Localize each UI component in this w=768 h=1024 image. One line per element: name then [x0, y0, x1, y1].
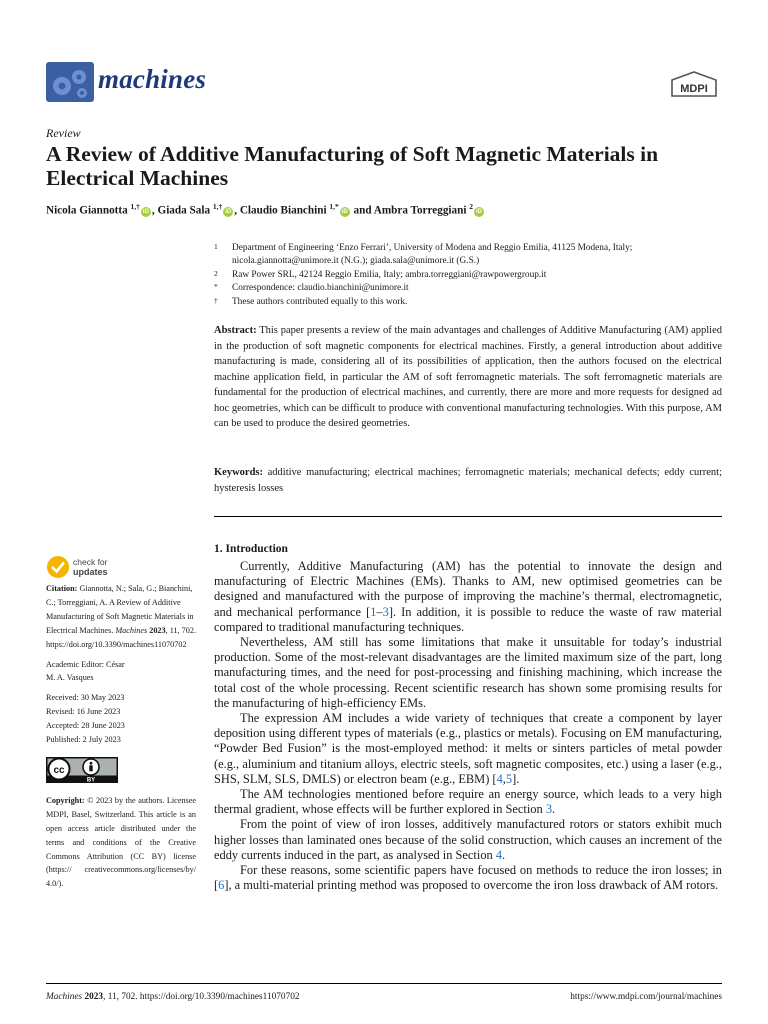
affiliation-text: These authors contributed equally to this work. — [232, 296, 408, 307]
reference-link[interactable]: 1 — [370, 604, 377, 619]
keywords-label: Keywords: — [214, 467, 263, 478]
paragraph: The expression AM includes a wide variety of techniques that create a component by layer deposition using different types of materials (e.g., plastics or metals). Focusing on EM manufacturing, “Powder Bed Fusion” is the most-employed method: it melts or sinters particles of metal powder (e.g., aluminium and titanium alloys, electric steels, soft magnetic composites, etc.) using a laser (e.g., SHS, SLM, SLS, DMLS) or electron beam (e.g., EBM) [4,5]. — [214, 711, 722, 786]
section-heading: 1. Introduction — [214, 543, 288, 555]
paragraph: Nevertheless, AM still has some limitations that make it unsuitable for today’s industrial production. Some of the most-relevant disadvantages are the limited maximum size of the part, long manufacturing times, and the need for post-processing and finishing machining, which increase the total cost of the whole processing. Recent scientific research has shown some promising results for the manufacturing of high-efficiency EMs. — [214, 635, 722, 710]
reference-link[interactable]: 4 — [495, 847, 503, 862]
author-list: Nicola Giannotta $^{1,\dagger}$iD , Giada Sala $^{1,\dagger}$iD , Claudio Bianchini $^{1,*}$iD and Ambra Torreggiani $^2$iD — [46, 202, 483, 217]
reference-link[interactable]: 6 — [218, 878, 225, 893]
check-for-updates-icon — [47, 556, 69, 578]
author-affiliation-mark: 1,† — [130, 202, 140, 211]
reference-link[interactable]: 3 — [545, 802, 553, 817]
reference-link[interactable]: 5 — [505, 771, 513, 786]
journal-name[interactable]: machines — [98, 64, 207, 94]
abstract-text: This paper presents a review of the main advantages and challenges of Additive Manufacturing (AM) applied in the production of soft magnetic components for electrical machines. Firstly, a general introduction about additive manufacturing is made, considering all of its possibilities of application, then the authors focused on the electrical machine application field, in particular the AM of soft ferromagnetic materials. The soft ferromagnetic materials are fundamental for the production of electrical machines, and currently, there are more and more requests for designed ad hoc geometries, which can be difficult to produce with conventional manufacturing technologies. With this purpose, AM can be used to produce the desired geometries. — [214, 325, 722, 429]
affiliation-text: Correspondence: claudio.bianchini@unimore.it — [232, 283, 409, 294]
abstract-label: Abstract: — [214, 325, 257, 336]
affiliation-mark: † — [214, 295, 218, 305]
footer-citation: Machines 2023, 11, 702. https://doi.org/10.3390/machines11070702 — [46, 992, 300, 1002]
date-published: Published: 2 July 2023 — [46, 735, 121, 745]
paragraph: Currently, Additive Manufacturing (AM) has the potential to innovate the design and manufacturing of Electric Machines (EMs). Thanks to AM, new optimised geometries can be designed and manufactured with the purpose of improving the machine’s thermal, electromagnetic, and mechanical performance [1–3]. In addition, it is possible to reduce the waste of raw material compared to traditional manufacturing techniques. — [214, 559, 722, 634]
reference-link[interactable]: 3 — [382, 604, 389, 619]
citation: Citation: Giannotta, N.; Sala, G.; Bianchini, C.; Torreggiani, A. A Review of Additive Manufacturing of Soft Magnetic Materials in Electrical Machines. Machines 2023, 11, 702. https://doi.org/10.3390/machines11070702 — [46, 584, 197, 649]
author-name: Claudio Bianchini — [239, 204, 330, 217]
orcid-icon[interactable]: iD — [225, 208, 232, 215]
check-updates-line1: check for — [73, 557, 108, 567]
affiliation-item — [214, 269, 724, 282]
paragraph: For these reasons, some scientific papers have focused on methods to reduce the iron losses; in [6], a multi-material printing method was proposed to overcome the iron loss drawback of AM rotors. — [214, 863, 722, 893]
affiliation-mark: * — [214, 282, 218, 292]
divider — [214, 516, 722, 517]
affiliation-item — [214, 242, 724, 269]
author-name: Nicola Giannotta — [46, 204, 131, 217]
section-body — [214, 559, 722, 893]
affiliation-text: Department of Engineering ‘Enzo Ferrari’, University of Modena and Reggio Emilia, 41125 Modena, Italy; nicola.giannotta@unimore.it (N.G.); giada.sala@unimore.it (G.S.) — [232, 243, 633, 267]
svg-text:BY: BY — [86, 777, 96, 783]
orcid-icon[interactable]: iD — [476, 208, 483, 215]
author-affiliation-mark: 1,† — [212, 202, 223, 211]
abstract — [214, 323, 722, 432]
affiliation-mark: 1 — [214, 242, 218, 251]
orcid-icon[interactable]: iD — [142, 208, 149, 215]
check-for-updates-badge[interactable] — [46, 554, 146, 580]
paragraph: From the point of view of iron losses, additively manufactured rotors or stators exhibit much higher losses than laminated ones because of the solid construction, which causes an increment of the eddy currents induced in the part, as analysed in Section 4. — [214, 817, 722, 862]
journal-logo-icon — [46, 62, 94, 102]
affiliation-text: Raw Power SRL, 42124 Reggio Emilia, Italy; ambra.torreggiani@rawpowergroup.it — [232, 269, 547, 280]
affiliations — [214, 242, 724, 309]
footer-journal-url[interactable]: https://www.mdpi.com/journal/machines — [570, 992, 722, 1002]
sidebar — [46, 582, 196, 891]
footer-divider — [46, 983, 722, 984]
date-accepted: Accepted: 28 June 2023 — [46, 721, 125, 731]
author-affiliation-mark: 2 — [469, 202, 474, 211]
article-title: A Review of Additive Manufacturing of Soft Magnetic Materials in Electrical Machines — [46, 142, 659, 190]
copyright-notice: Copyright: © 2023 by the authors. Licensee MDPI, Basel, Switzerland. This article is an open access article distributed under the terms and conditions of the Creative Commons Attribution (CC BY) license (https:// creativecommons.org/licenses/by/ 4.0/). — [46, 795, 196, 889]
copyright-label: Copyright: — [46, 795, 85, 805]
orcid-icon[interactable]: iD — [341, 208, 348, 215]
keywords — [214, 465, 722, 496]
mdpi-logo-icon[interactable] — [668, 70, 720, 100]
publisher-label: MDPI — [680, 83, 708, 95]
author-name: Ambra Torreggiani — [373, 204, 470, 217]
paragraph: The AM technologies mentioned before require an energy source, which leads to a very high thermal gradient, whose effects will be further explored in Section 3. — [214, 787, 722, 817]
citation-label: Citation: — [46, 584, 78, 593]
date-received: Received: 30 May 2023 — [46, 693, 125, 703]
affiliation-item — [214, 282, 724, 295]
article-type: Review — [46, 126, 81, 140]
academic-editor: Academic Editor: César M. A. Vasques — [46, 659, 125, 683]
reference-link[interactable]: 4 — [496, 771, 503, 786]
affiliation-mark: 2 — [214, 268, 218, 278]
svg-text:cc: cc — [53, 764, 65, 776]
affiliation-item — [214, 296, 724, 309]
keywords-text: additive manufacturing; electrical machines; ferromagnetic materials; mechanical defects; eddy current; hysteresis losses — [214, 467, 722, 494]
author-name: Giada Sala — [157, 204, 213, 217]
check-updates-line2: updates — [73, 567, 108, 577]
cc-by-license-icon[interactable] — [46, 757, 118, 783]
author-affiliation-mark: 1,* — [329, 202, 339, 211]
date-revised: Revised: 16 June 2023 — [46, 707, 121, 717]
